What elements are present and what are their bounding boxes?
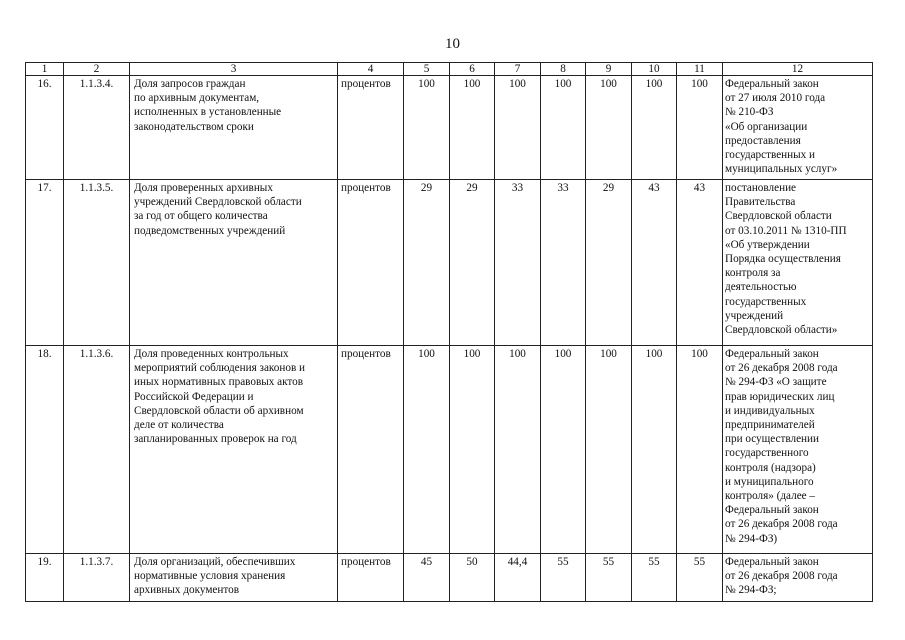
value-cell: 100 [677,346,723,554]
indicator-name-line: Доля проверенных архивных [134,182,273,194]
value-cell: 29 [404,180,450,346]
source-line: при осуществлении [725,433,820,446]
table-row [26,554,873,602]
unit-cell: процентов [338,554,404,602]
source-line: от 03.10.2011 № 1310-ПП [725,224,847,237]
indicator-name-line: Доля запросов граждан [134,78,246,90]
value-cell: 55 [677,554,723,602]
value-cell: 33 [495,180,541,346]
header-cell: 9 [586,63,632,76]
indicator-name-line: Доля организаций, обеспечивших [134,556,296,568]
value-cell: 100 [450,346,495,554]
indicator-name [130,180,338,346]
indicator-name-line: запланированных проверок на год [134,433,297,446]
table-body [26,63,873,602]
source-line: постановление [725,182,797,194]
indicator-name-line: законодательством сроки [134,120,254,133]
table-row [26,180,873,346]
page-number: 10 [445,36,460,52]
source-line: от 27 июля 2010 года [725,92,826,105]
indicator-name-line: Российской Федерации и [134,390,254,403]
value-cell: 33 [541,180,586,346]
indicator-name-line: по архивным документам, [134,92,260,105]
source-line: «Об организации [725,120,808,133]
source-document [723,76,873,180]
source-line: государственного [725,447,809,460]
source-line: Федеральный закон [725,556,819,568]
value-cell: 44,4 [495,554,541,602]
source-line: муниципальных услуг» [725,163,838,176]
header-cell: 6 [450,63,495,76]
unit-cell: процентов [338,346,404,554]
source-line: № 294-ФЗ «О защите [725,376,827,389]
indicator-name-line: подведомственных учреждений [134,224,286,237]
source-line: прав юридических лиц [725,390,835,403]
indicator-name-line: мероприятий соблюдения законов и [134,362,306,375]
value-cell: 100 [404,346,450,554]
indicator-code: 1.1.3.6. [64,346,130,554]
table-row [26,76,873,180]
table-row [26,346,873,554]
source-line: № 294-ФЗ) [725,532,778,545]
indicator-name-line: деле от количества [134,419,224,432]
value-cell: 100 [677,76,723,180]
indicators-table [25,62,873,602]
header-cell: 3 [130,63,338,76]
source-line: государственных и [725,149,816,162]
source-document [723,554,873,602]
value-cell: 55 [541,554,586,602]
header-cell: 1 [26,63,64,76]
value-cell: 100 [495,346,541,554]
source-line: от 26 декабря 2008 года [725,570,838,583]
source-line: предоставления [725,134,801,147]
source-line: деятельностью [725,281,797,294]
indicator-name-line: нормативные условия хранения [134,570,286,583]
source-document [723,346,873,554]
header-cell: 10 [632,63,677,76]
header-cell: 5 [404,63,450,76]
source-line: контроля (надзора) [725,461,816,474]
value-cell: 100 [495,76,541,180]
row-number: 16. [26,76,64,180]
header-cell: 4 [338,63,404,76]
value-cell: 55 [632,554,677,602]
indicator-name [130,346,338,554]
row-number: 19. [26,554,64,602]
source-line: Порядка осуществления [725,253,841,266]
source-line: № 210-ФЗ [725,106,774,119]
value-cell: 100 [586,346,632,554]
source-line: Правительства [725,196,796,209]
table-header-row [26,63,873,76]
indicator-code: 1.1.3.5. [64,180,130,346]
indicator-name-line: учреждений Свердловской области [134,196,302,209]
indicator-name-line: Доля проведенных контрольных [134,348,289,360]
value-cell: 100 [632,346,677,554]
header-cell: 8 [541,63,586,76]
value-cell: 100 [450,76,495,180]
source-line: Федеральный закон [725,78,819,90]
unit-cell: процентов [338,76,404,180]
source-line: от 26 декабря 2008 года [725,518,838,531]
unit-cell: процентов [338,180,404,346]
row-number: 17. [26,180,64,346]
source-line: Федеральный закон [725,348,819,360]
value-cell: 43 [632,180,677,346]
indicator-name [130,76,338,180]
value-cell: 29 [450,180,495,346]
value-cell: 43 [677,180,723,346]
row-number: 18. [26,346,64,554]
value-cell: 100 [541,346,586,554]
value-cell: 29 [586,180,632,346]
source-line: предпринимателей [725,419,815,432]
value-cell: 45 [404,554,450,602]
value-cell: 50 [450,554,495,602]
indicator-code: 1.1.3.7. [64,554,130,602]
source-line: и муниципального [725,475,814,488]
header-cell: 2 [64,63,130,76]
source-line: государственных [725,295,807,308]
source-line: и индивидуальных [725,404,815,417]
indicator-name-line: исполненных в установленные [134,106,282,119]
source-line: контроля за [725,267,781,280]
header-cell: 7 [495,63,541,76]
indicator-name-line: за год от общего количества [134,210,268,223]
source-line: Свердловской области [725,210,832,223]
indicator-code: 1.1.3.4. [64,76,130,180]
header-cell: 12 [723,63,873,76]
source-line: контроля» (далее – [725,490,816,503]
source-line: учреждений [725,309,784,322]
value-cell: 100 [541,76,586,180]
value-cell: 100 [404,76,450,180]
source-line: «Об утверждении [725,238,810,251]
value-cell: 100 [632,76,677,180]
indicator-name-line: иных нормативных правовых актов [134,376,304,389]
source-document [723,180,873,346]
indicator-name-line: архивных документов [134,584,239,597]
indicator-name-line: Свердловской области об архивном [134,404,304,417]
value-cell: 55 [586,554,632,602]
source-line: от 26 декабря 2008 года [725,362,838,375]
source-line: Свердловской области» [725,324,838,337]
source-line: Федеральный закон [725,504,819,517]
indicator-name [130,554,338,602]
header-cell: 11 [677,63,723,76]
source-line: № 294-ФЗ; [725,584,777,597]
value-cell: 100 [586,76,632,180]
